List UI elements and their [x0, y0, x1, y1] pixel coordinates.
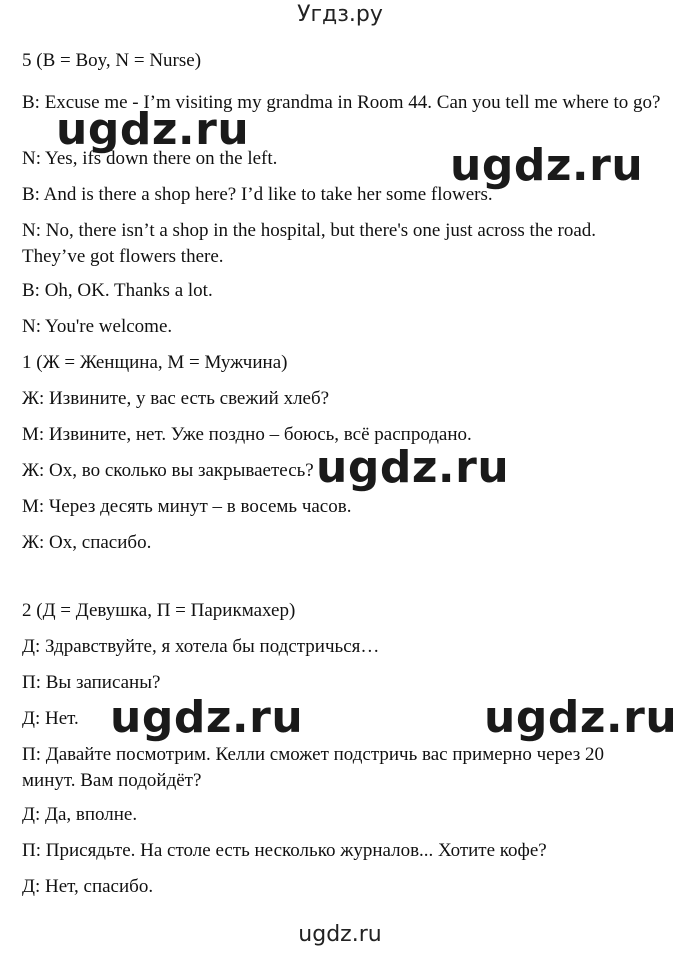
dialogue-2-line: П: Вы записаны?	[22, 672, 161, 693]
watermark: ugdz.ru	[484, 692, 678, 743]
dialogue-1-line: М: Извините, нет. Уже поздно – боюсь, всё распродано.	[22, 424, 472, 445]
watermark: ugdz.ru	[110, 692, 304, 743]
dialogue-5-line: N: Yes, ifs down there on the left.	[22, 148, 278, 169]
dialogue-2-line: П: Давайте посмотрим. Келли сможет подстричь вас примерно через 20 минут. Вам подойдёт?	[22, 744, 604, 791]
dialogue-2-line: Д: Нет, спасибо.	[22, 876, 154, 897]
watermark: ugdz.ru	[56, 104, 250, 155]
site-footer: ugdz.ru	[298, 922, 382, 947]
dialogue-5-line: N: No, there isn’t a shop in the hospital, but there's one just across the road. They’ve got flowers there.	[22, 220, 597, 267]
dialogue-1-line: Ж: Извините, у вас есть свежий хлеб?	[22, 388, 330, 409]
dialogue-1-line: Ж: Ох, во сколько вы закрываетесь?	[22, 460, 314, 481]
dialogue-2-line: Д: Здравствуйте, я хотела бы подстричься…	[22, 636, 380, 657]
dialogue-5-line: B: Oh, OK. Thanks a lot.	[22, 280, 213, 301]
dialogue-5-line: N: You're welcome.	[22, 316, 173, 337]
dialogue-2-title: 2 (Д = Девушка, П = Парикмахер)	[22, 600, 296, 621]
site-header: Угдз.ру	[297, 2, 383, 27]
dialogue-2-line: П: Присядьте. На столе есть несколько журналов... Хотите кофе?	[22, 840, 547, 861]
watermark: ugdz.ru	[316, 442, 510, 493]
dialogue-2-line: Д: Да, вполне.	[22, 804, 138, 825]
dialogue-5-title: 5 (B = Boy, N = Nurse)	[22, 50, 202, 71]
dialogue-5-line: B: And is there a shop here? I’d like to take her some flowers.	[22, 184, 493, 205]
dialogue-1-line: Ж: Ох, спасибо.	[22, 532, 152, 553]
dialogue-1-title: 1 (Ж = Женщина, М = Мужчина)	[22, 352, 288, 373]
dialogue-1-line: М: Через десять минут – в восемь часов.	[22, 496, 352, 517]
dialogue-2-line: Д: Нет.	[22, 708, 79, 729]
watermark: ugdz.ru	[450, 140, 644, 191]
dialogue-5-line: B: Excuse me - I’m visiting my grandma in Room 44. Can you tell me where to go?	[22, 92, 661, 113]
